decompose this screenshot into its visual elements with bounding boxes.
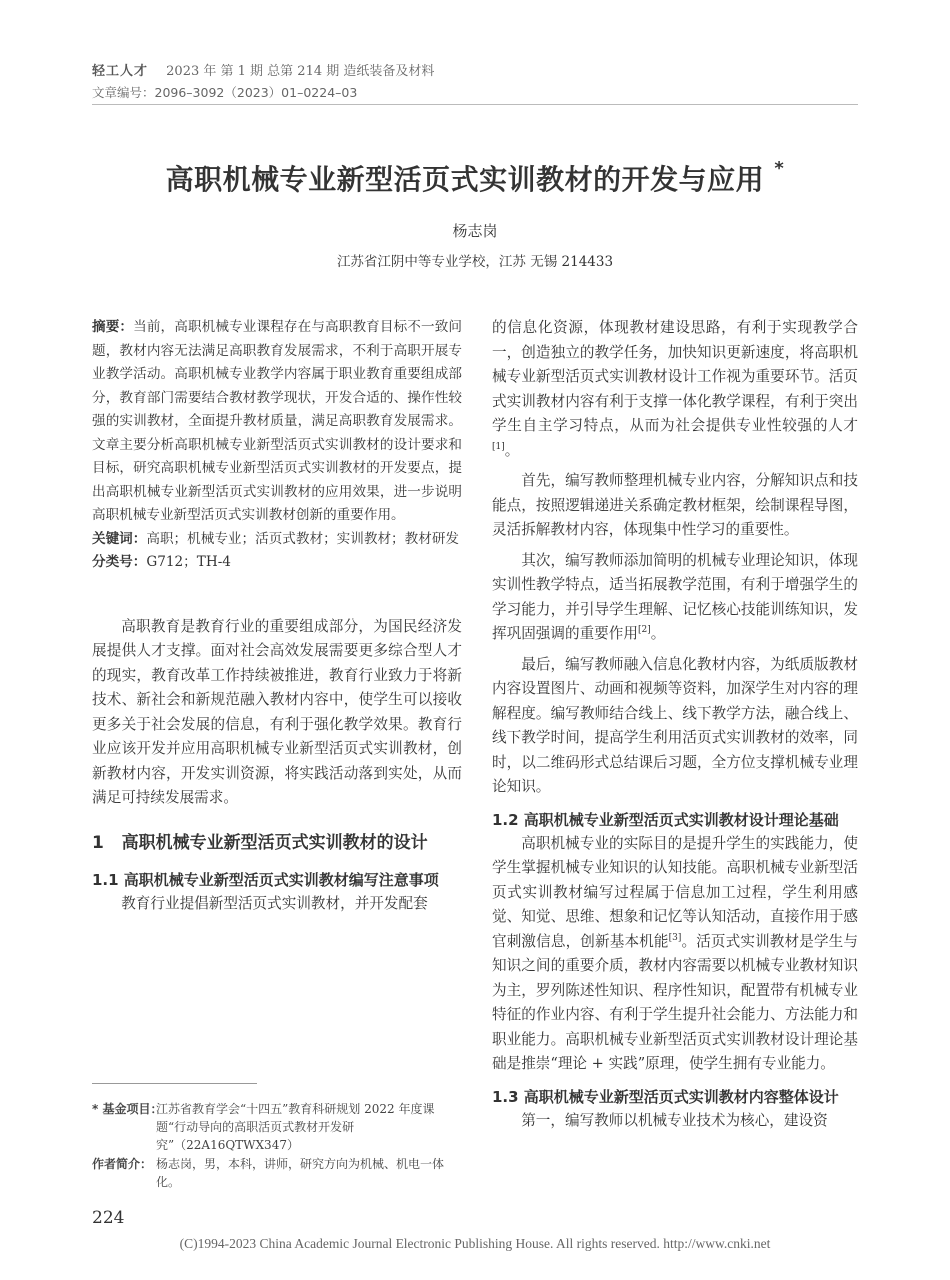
page-number: 224	[92, 1208, 125, 1228]
paragraph-second: 其次，编写教师添加简明的机械专业理论知识，体现实训性教学特点，适当拓展教学范围，有利于增强学生的学习能力，并引导学生理解、记忆核心技能训练知识，发挥巩固强调的重要作用[2]。	[492, 551, 858, 642]
keywords	[92, 528, 462, 552]
classification-label: 分类号：	[92, 554, 147, 570]
header-divider	[92, 104, 858, 105]
abstract-label: 摘要：	[92, 319, 134, 335]
citation-1: [1]	[492, 441, 505, 452]
section-1-heading: 1 高职机械专业新型活页式实训教材的设计	[92, 832, 428, 853]
author-name: 杨志岗	[452, 222, 498, 240]
section-1-1-paragraph-cont: 的信息化资源，体现教材建设思路，有利于实现教学合一，创造独立的教学任务，加快知识更新速度，将高职机械专业新型活页式实训教材设计工作视为重要环节。活页式实训教材内容有利于支撑一体化教学课程，有利于突出学生自主学习特点，从而为社会提供专业性较强的人才[1]。	[492, 319, 858, 459]
classification-text: G712；TH-4	[146, 554, 231, 570]
paper-title: 高职机械专业新型活页式实训教材的开发与应用 *	[165, 158, 785, 196]
classification	[92, 551, 462, 575]
abstract-text: 当前，高职机械专业课程存在与高职教育目标不一致问题，教材内容无法满足高职教育发展需求，不利于高职开展专业教学活动。高职机械专业教学内容属于职业教育重要组成部分，教育部门需要结合教材教学现状，开发合适的、操作性较强的实训教材，全面提升教材质量，满足高职教育发展需求。文章主要分析高职机械专业新型活页式实训教材的设计要求和目标，研究高职机械专业新型活页式实训教材的开发要点，提出高职机械专业新型活页式实训教材的应用效果，进一步说明高职机械专业新型活页式实训教材创新的重要作用。	[92, 319, 462, 523]
right-column	[492, 316, 858, 1133]
section-1-1-heading: 1.1 高职机械专业新型活页式实训教材编写注意事项	[92, 870, 439, 889]
issue-info: 2023 年 第 1 期 总第 214 期 造纸装备及材料	[166, 64, 435, 79]
author-footnote	[92, 1155, 462, 1191]
citation-3: [3]	[668, 932, 682, 943]
section-1-2-paragraph: 高职机械专业的实际目的是提升学生的实践能力，使学生掌握机械专业知识的认知技能。高职机械专业新型活页式实训教材编写过程属于信息加工过程，学生利用感觉、知觉、思维、想象和记忆等认知活动，直接作用于感官刺激信息，创新基本机能[3]。活页式实训教材是学生与知识之间的重要介质，教材内容需要以机械专业教材知识为主，罗列陈述性知识、程序性知识，配置带有机械专业特征的作业内容、有利于学生提升社会能力、方法能力和职业能力。高职机械专业新型活页式实训教材设计理论基础是推崇“理论 + 实践”原理，使学生拥有专业能力。	[492, 834, 858, 1072]
fund-label: * 基金项目：	[92, 1102, 163, 1116]
author-affiliation: 江苏省江阴中等专业学校，江苏 无锡 214433	[336, 254, 614, 270]
intro-paragraph: 高职教育是教育行业的重要组成部分，为国民经济发展提供人才支撑。面对社会高效发展需要更多综合型人才的现实，教育改革工作持续被推进，教育行业致力于将新技术、新社会和新规范融入教材内容中，使学生可以接收更多关于社会发展的信息，有利于强化教学效果。教育行业应该开发并应用高职机械专业新型活页式实训教材，创新教材内容，开发实训资源，将实践活动落到实处，从而满足可持续发展需求。	[92, 617, 462, 806]
title-footnote-mark: *	[774, 158, 785, 179]
running-header	[92, 60, 434, 79]
keywords-text: 高职；机械专业；活页式教材；实训教材；教材研发	[146, 530, 460, 547]
author-info-label: 作者简介：	[92, 1157, 153, 1171]
author-info-text: 杨志岗，男，本科，讲师，研究方向为机械、机电一体化。	[156, 1157, 445, 1189]
keywords-label: 关键词：	[92, 530, 147, 547]
fund-text: 江苏省教育学会“十四五”教育科研规划 2022 年度课题“行动导向的高职活页式教材开发研究”（22A16QTWX347）	[156, 1102, 435, 1152]
paragraph-first: 首先，编写教师整理机械专业内容，分解知识点和技能点，按照逻辑递进关系确定教材框架，绘制课程导图，灵活拆解教材内容，体现集中性学习的重要性。	[492, 472, 858, 538]
left-column	[92, 316, 462, 916]
fund-footnote	[92, 1100, 462, 1154]
citation-2: [2]	[637, 625, 651, 636]
abstract	[92, 316, 462, 528]
journal-name: 轻工人才	[92, 64, 149, 79]
paragraph-last: 最后，编写教师融入信息化教材内容，为纸质版教材内容设置图片、动画和视频等资料，加深学生对内容的理解程度。编写教师结合线上、线下教学方法，融合线上、线下教学时间，提高学生利用活页式实训教材的效率，同时，以二维码形式总结课后习题，全方位支撑机械专业理论知识。	[492, 655, 858, 795]
section-1-1-paragraph-start: 教育行业提倡新型活页式实训教材，并开发配套	[121, 894, 428, 912]
article-number: 文章编号：2096–3092（2023）01–0224–03	[92, 85, 358, 100]
footnotes	[92, 1100, 462, 1192]
section-1-3-paragraph: 第一，编写教师以机械专业技术为核心，建设资	[521, 1111, 828, 1129]
copyright-notice: (C)1994-2023 China Academic Journal Electronic Publishing House. All rights reserved. http://www.cnki.net	[179, 1236, 771, 1251]
section-1-2-heading: 1.2 高职机械专业新型活页式实训教材设计理论基础	[492, 810, 839, 829]
footnote-divider	[92, 1083, 257, 1084]
section-1-3-heading: 1.3 高职机械专业新型活页式实训教材内容整体设计	[492, 1087, 839, 1106]
